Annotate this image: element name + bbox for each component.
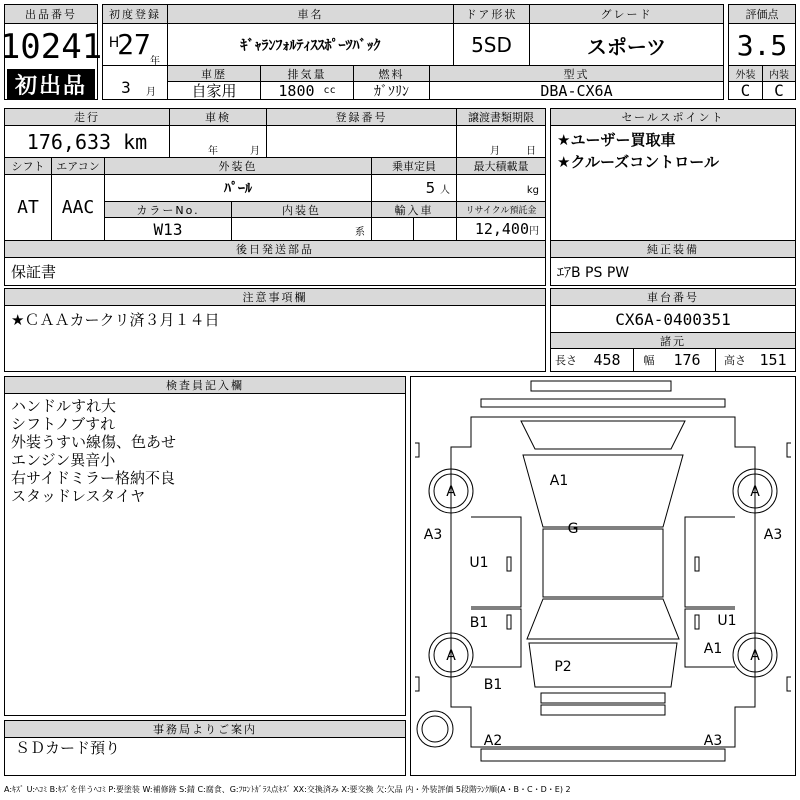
displacement: [261, 82, 353, 99]
transfer-label: 譲渡書類期限: [457, 109, 545, 125]
mark-left-rear-door: B1: [469, 615, 489, 631]
recycle-label: リサイクル預託金: [457, 202, 545, 217]
score: 3.5: [736, 28, 788, 62]
score-box: [728, 4, 796, 100]
ext-score: C: [740, 81, 751, 100]
int-color-unit: 系: [355, 226, 365, 238]
caution-label: 注意事項欄: [5, 289, 545, 305]
office-label: 事務局よりご案内: [5, 721, 405, 737]
lot-number-label: 出品番号: [5, 5, 97, 23]
capacity: [372, 175, 456, 201]
plate-label: 登録番号: [267, 109, 456, 125]
reg-era: H: [108, 35, 120, 51]
mileage-unit: km: [123, 130, 148, 154]
int-color-label: 内装色: [232, 202, 371, 217]
height: 151: [759, 351, 787, 369]
door-type: 5SD: [471, 33, 512, 57]
first-listing-badge: 初出品: [7, 69, 95, 99]
lot-number-box: [0, 4, 103, 100]
color-no-label: カラーNo.: [105, 202, 231, 217]
inspector-label: 検査員記入欄: [5, 377, 405, 393]
capacity-label: 乗車定員: [372, 158, 456, 174]
office-box: [4, 720, 406, 776]
mark-hood: A1: [549, 473, 569, 489]
caution-box: [4, 288, 546, 372]
mark-wheel-front-left: A: [446, 484, 456, 500]
inspector-line-5: 右サイドミラー格納不良: [11, 469, 175, 487]
chassis-label: 車台番号: [551, 289, 795, 305]
selling-point-1: ★ユーザー買取車: [557, 131, 676, 149]
caution-text: ★ＣＡＡカークリ済３月１４日: [11, 311, 220, 329]
car-name: ｷﾞｬﾗﾝﾌｫﾙﾃｨｽｽﾎﾟｰﾂﾊﾞｯｸ: [240, 38, 381, 54]
mark-rear-bumper-right: A3: [703, 733, 723, 749]
mark-roof: G: [567, 521, 579, 537]
model-label: 型式: [430, 66, 723, 81]
mark-right-rear-door: U1: [717, 613, 737, 629]
car-diagram-box: [410, 376, 796, 776]
lot-number: 10241: [0, 27, 103, 67]
fuel-label: 燃料: [354, 66, 429, 81]
width-label: 幅: [643, 354, 655, 367]
transfer-month-unit: 月: [490, 145, 500, 157]
reg-year-unit: 年: [150, 55, 160, 67]
mark-wheel-front-right: A: [750, 484, 760, 500]
vehicle-details-box: [4, 108, 546, 286]
color-label: 外装色: [105, 158, 371, 174]
inspector-box: [4, 376, 406, 716]
inspection-label: 車検: [170, 109, 266, 125]
mark-wheel-rear-right: A: [750, 648, 760, 664]
mark-trunk: P2: [554, 659, 572, 675]
shift-label: シフト: [5, 158, 51, 174]
mileage-value: 176,633: [26, 130, 112, 154]
selling-point-2: ★クルーズコントロール: [557, 153, 719, 171]
grade-label: グレード: [530, 5, 723, 23]
inspector-line-2: シフトノブすれ: [11, 415, 116, 433]
selling-label: セールスポイント: [551, 109, 795, 125]
equipment: ｴｱB PS PW: [557, 264, 630, 281]
capacity-value: 5: [425, 179, 436, 197]
fuel: ｶﾞｿﾘﾝ: [374, 83, 409, 100]
displacement-unit: cc: [323, 85, 336, 96]
insp-month-unit: 月: [250, 145, 260, 157]
door-label: ドア形状: [454, 5, 529, 23]
transfer-day-unit: 日: [526, 145, 536, 157]
displacement-value: 1800: [278, 81, 315, 100]
reg-month-unit: 月: [146, 86, 156, 98]
width: 176: [673, 351, 701, 369]
selling-points-box: [550, 108, 796, 286]
length-label: 長さ: [555, 354, 577, 367]
length: 458: [593, 351, 621, 369]
ac: AAC: [61, 197, 95, 218]
int-label: 内装: [763, 66, 795, 81]
reg-year: 27: [117, 27, 151, 61]
load-unit: kg: [526, 184, 539, 196]
reg-month: 3: [121, 77, 131, 97]
load-label: 最大積載量: [457, 158, 545, 174]
mark-rear-bumper-left: A2: [483, 733, 503, 749]
later-parts: 保証書: [11, 263, 57, 281]
color-number: W13: [153, 219, 183, 239]
car-diagram: [411, 377, 795, 775]
mileage: [5, 127, 169, 157]
mark-wheel-rear-left: A: [446, 648, 456, 664]
recycle-unit: 円: [529, 225, 539, 237]
mark-left-front-door: U1: [469, 555, 489, 571]
inspector-line-4: エンジン異音小: [11, 451, 116, 469]
score-label: 評価点: [729, 5, 795, 23]
mark-right-front-fender: A3: [763, 527, 783, 543]
equip-label: 純正装備: [551, 241, 795, 257]
exterior-color: ﾊﾟｰﾙ: [224, 181, 252, 197]
mark-left-quarter: B1: [483, 677, 503, 693]
inspector-line-1: ハンドルすれ大: [11, 397, 117, 415]
ext-label: 外装: [729, 66, 762, 81]
mark-right-quarter: A1: [703, 641, 723, 657]
office-text: ＳＤカード預り: [15, 739, 121, 757]
insp-year-unit: 年: [208, 145, 218, 157]
later-parts-label: 後日発送部品: [5, 241, 545, 257]
recycle-value: 12,400: [474, 220, 529, 238]
displacement-label: 排気量: [261, 66, 353, 81]
chassis-number: CX6A-0400351: [615, 309, 731, 329]
ac-label: エアコン: [52, 158, 104, 174]
inspector-line-3: 外装うすい線傷、色あせ: [11, 433, 177, 451]
header-main-box: [102, 4, 724, 100]
shift: AT: [17, 197, 39, 218]
import-label: 輸入車: [372, 202, 456, 217]
chassis-box: [550, 288, 796, 372]
reg-label: 初度登録: [103, 5, 167, 23]
legend: A:ｷｽﾞ U:ﾍｺﾐ B:ｷｽﾞを伴うﾍｺﾐ P:要塗装 W:補修跡 S:錆 C:腐食、G:ﾌﾛﾝﾄｶﾞﾗｽ点ｷｽﾞ XX:交換済み X:要交換 欠:欠品 内・外装評価 5段階ﾗﾝｸ順(A・B・C・D・E) 2: [4, 784, 571, 794]
recycle-fee: [457, 218, 545, 240]
capacity-unit: 人: [440, 184, 450, 196]
history: 自家用: [191, 82, 237, 100]
history-label: 車歴: [168, 66, 260, 81]
model: DBA-CX6A: [540, 81, 613, 100]
height-label: 高さ: [724, 354, 746, 367]
grade: スポーツ: [586, 34, 667, 59]
int-score: C: [774, 81, 784, 100]
mileage-label: 走行: [5, 109, 169, 125]
mark-left-front-fender: A3: [423, 527, 443, 543]
inspector-line-6: スタッドレスタイヤ: [11, 487, 146, 505]
spec-label: 諸元: [551, 333, 795, 348]
car-name-label: 車名: [168, 5, 453, 23]
